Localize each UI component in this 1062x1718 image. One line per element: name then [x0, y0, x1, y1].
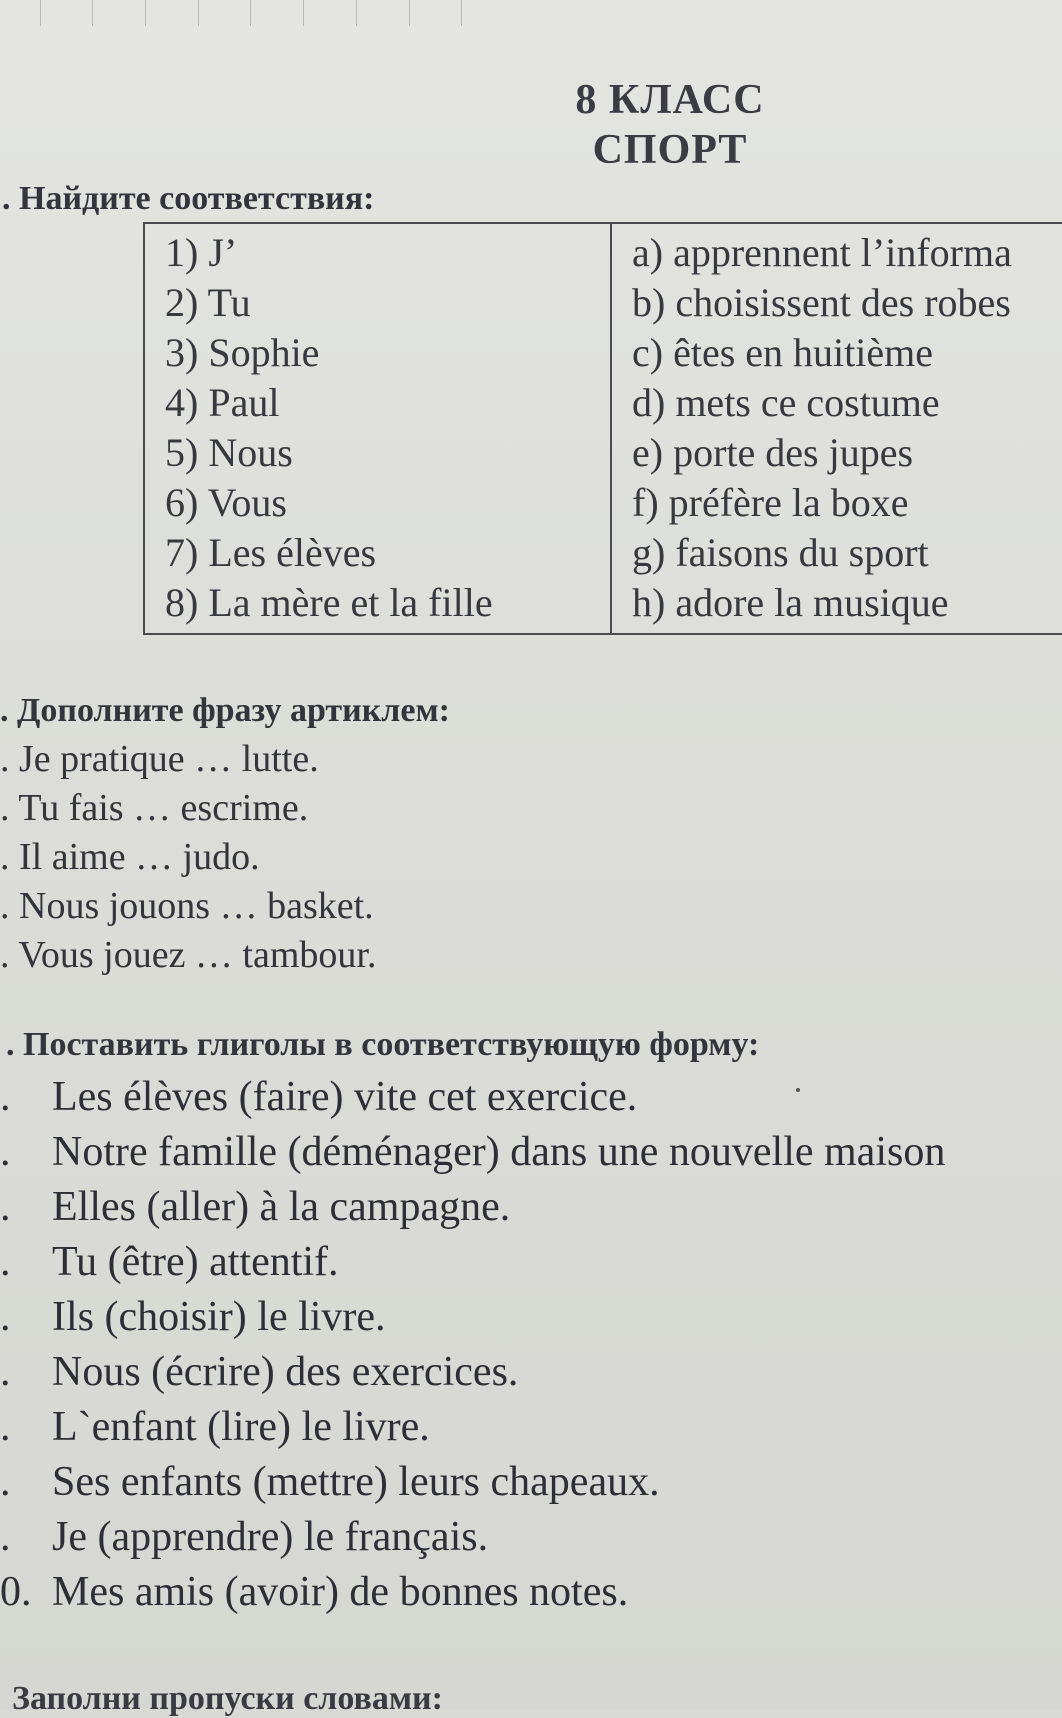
subject-column	[165, 228, 493, 628]
item-text: Mes amis (avoir) de bonnes notes.	[52, 1569, 629, 1615]
predicate-cell: g) faisons du sport	[632, 530, 929, 575]
task4-heading: Заполни пропуски словами:	[12, 1680, 443, 1717]
grade-title: 8 КЛАСС	[575, 77, 765, 123]
subject-cell: 5) Nous	[165, 430, 293, 475]
task3-heading: . Поставить глиголы в соответствующую форму:	[6, 1026, 760, 1063]
item-text: Elles (aller) à la campagne.	[52, 1184, 511, 1230]
item-number: .	[0, 1404, 11, 1450]
subject-cell: 2) Tu	[165, 280, 251, 325]
subject-cell: 8) La mère et la fille	[165, 580, 493, 625]
subject-cell: 3) Sophie	[165, 330, 320, 375]
item-text: Je (apprendre) le français.	[52, 1514, 489, 1560]
task1-heading: . Найдите соответствия:	[2, 180, 375, 217]
list-item: . Nous jouons … basket.	[0, 885, 374, 927]
subject-cell: 7) Les élèves	[165, 530, 377, 575]
item-number: .	[0, 1514, 11, 1560]
predicate-cell: e) porte des jupes	[632, 430, 914, 475]
item-text: Tu (être) attentif.	[52, 1239, 339, 1285]
matching-table	[143, 222, 1062, 635]
item-number: 0.	[0, 1569, 32, 1615]
item-number: .	[0, 1294, 11, 1340]
list-item: . Tu fais … escrime.	[0, 787, 309, 829]
item-number: .	[0, 1349, 11, 1395]
subject-cell: 4) Paul	[165, 380, 280, 425]
item-number: .	[0, 1074, 11, 1120]
item-number: .	[0, 1129, 11, 1175]
item-number: .	[0, 1239, 11, 1285]
predicate-cell: a) apprennent l’informa	[632, 230, 1012, 275]
predicate-column	[632, 228, 1012, 628]
task2-heading: . Дополните фразу артиклем:	[0, 692, 450, 729]
list-item: . Je pratique … lutte.	[0, 738, 319, 780]
item-text: Ils (choisir) le livre.	[52, 1294, 386, 1340]
predicate-cell: f) préfère la boxe	[632, 480, 909, 525]
subject-cell: 6) Vous	[165, 480, 287, 525]
item-text: Notre famille (déménager) dans une nouvelle maison	[52, 1129, 946, 1175]
item-number: .	[0, 1184, 11, 1230]
item-text: Les élèves (faire) vite cet exercice.	[52, 1074, 638, 1120]
item-number: .	[0, 1459, 11, 1505]
predicate-cell: c) êtes en huitième	[632, 330, 933, 375]
predicate-cell: b) choisissent des robes	[632, 280, 1011, 325]
predicate-cell: h) adore la musique	[632, 580, 949, 625]
item-text: Nous (écrire) des exercices.	[52, 1349, 519, 1395]
list-item: . Il aime … judo.	[0, 836, 260, 878]
item-text: L`enfant (lire) le livre.	[52, 1404, 430, 1450]
article-exercise-list	[0, 735, 376, 980]
notebook-grid-edge	[0, 0, 1062, 26]
item-text: Ses enfants (mettre) leurs chapeaux.	[52, 1459, 660, 1505]
ink-dot	[796, 1088, 800, 1092]
table-column-divider	[610, 224, 612, 633]
topic-title: СПОРТ	[592, 127, 748, 173]
list-item: . Vous jouez … tambour.	[0, 934, 377, 976]
subject-cell: 1) J’	[165, 230, 238, 275]
predicate-cell: d) mets ce costume	[632, 380, 940, 425]
